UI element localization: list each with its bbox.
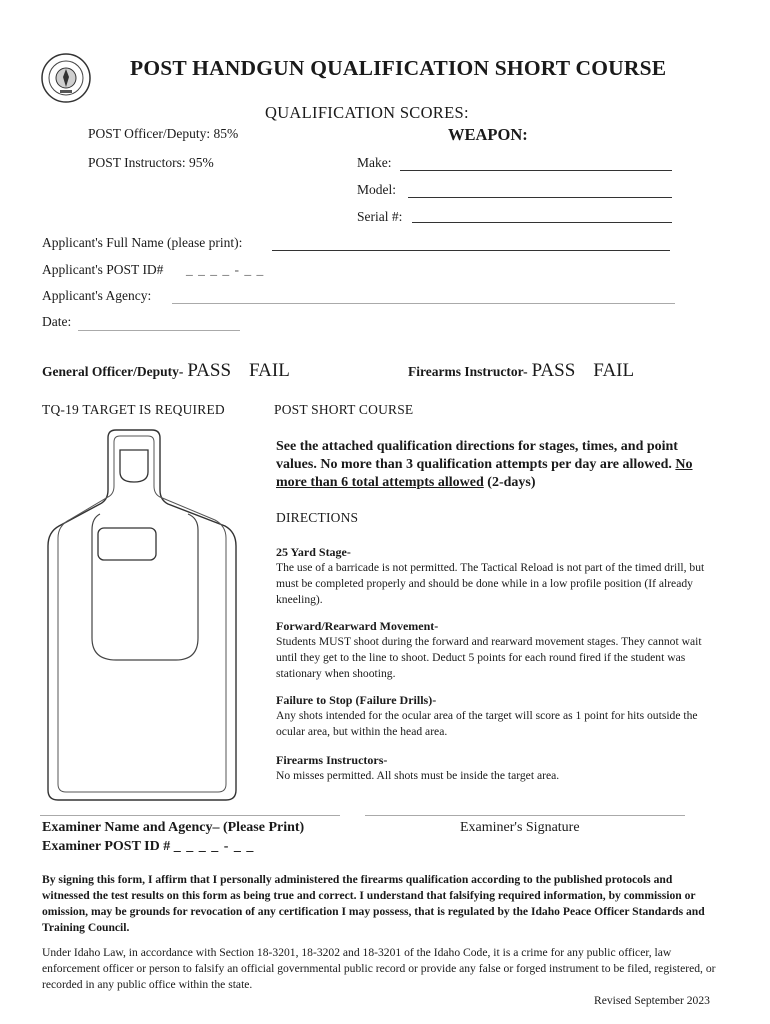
attempts-notice [276, 438, 706, 492]
direction-text: No misses permitted. All shots must be inside the target area. [276, 769, 560, 782]
applicant-post-id-field[interactable]: _ _ _ _ - _ _ [186, 262, 265, 277]
qualification-scores-heading: QUALIFICATION SCORES: [265, 103, 469, 122]
tq19-target-icon [40, 428, 255, 808]
revision-date: Revised September 2023 [594, 994, 710, 1007]
applicant-agency-field[interactable] [172, 303, 675, 304]
direction-section [276, 692, 721, 740]
direction-text: The use of a barricade is not permitted. The Tactical Reload is not part of the timed drill, but must be completed properly and should be done while in a low profile position (If already kneeling). [276, 561, 705, 606]
direction-heading: Failure to Stop (Failure Drills)- [276, 693, 437, 707]
applicant-name-field[interactable] [272, 250, 670, 251]
attempts-text-2: (2-days) [483, 475, 536, 490]
model-label: Model: [357, 182, 396, 197]
officer-score: POST Officer/Deputy: 85% [88, 126, 239, 141]
direction-section [276, 544, 721, 608]
attempts-text-1: See the attached qualification directions for stages, times, and point values. No more than 3 qualification attempts per day are allowed. [276, 439, 678, 472]
examiner-signature-field[interactable] [365, 815, 685, 816]
certification-statement: By signing this form, I affirm that I personally administered the firearms qualification according to the published protocols and witnessed the test results on this form as being true and correct. I understand that falsifying required information, by commission or omission, may be grounds for revocation of any certification I may possess, that is regulated by the Idaho Peace Officer Standards and Training Council. [42, 873, 705, 934]
instructor-score: POST Instructors: 95% [88, 155, 214, 170]
direction-text: Students MUST shoot during the forward and rearward movement stages. They cannot wait until they get to the line to shoot. Deduct 5 points for each round fired if the student was stationary when shooting. [276, 635, 702, 680]
instructor-pass[interactable]: PASS [531, 360, 576, 381]
model-field[interactable] [408, 197, 672, 198]
general-officer-result [42, 360, 290, 382]
applicant-post-id-label: Applicant's POST ID# [42, 262, 164, 277]
general-fail[interactable]: FAIL [249, 360, 290, 381]
serial-field[interactable] [412, 222, 672, 223]
applicant-name-label: Applicant's Full Name (please print): [42, 235, 243, 250]
instructor-fail[interactable]: FAIL [593, 360, 635, 381]
serial-label: Serial #: [357, 209, 403, 224]
direction-heading: Forward/Rearward Movement- [276, 619, 439, 633]
examiner-post-id-label: Examiner POST ID # [42, 839, 171, 854]
examiner-name-label: Examiner Name and Agency– (Please Print) [42, 820, 305, 835]
course-heading: POST SHORT COURSE [274, 402, 414, 417]
general-pass[interactable]: PASS [187, 360, 232, 381]
directions-heading: DIRECTIONS [276, 510, 359, 525]
target-required-label: TQ-19 TARGET IS REQUIRED [42, 402, 225, 417]
make-label: Make: [357, 155, 392, 170]
date-label: Date: [42, 314, 72, 329]
examiner-signature-label: Examiner's Signature [460, 820, 580, 835]
direction-section [276, 618, 721, 682]
idaho-law-notice: Under Idaho Law, in accordance with Section 18-3201, 18-3202 and 18-3201 of the Idaho Code, it is a crime for any public officer, law enforcement officer or person to falsify an official governmental public record or provide any false or forged instrument to be filed, registered, or recorded in any public office within the state. [42, 946, 716, 991]
firearms-instructor-result [408, 360, 634, 382]
direction-heading: 25 Yard Stage- [276, 545, 351, 559]
examiner-name-field[interactable] [40, 815, 340, 816]
instructor-label: Firearms Instructor- [408, 364, 528, 379]
direction-heading: Firearms Instructors- [276, 753, 388, 767]
post-seal-logo [40, 52, 92, 104]
examiner-post-id-field[interactable]: _ _ _ _ - _ _ [173, 839, 255, 854]
applicant-agency-label: Applicant's Agency: [42, 288, 152, 303]
date-field[interactable] [78, 330, 240, 331]
direction-text: Any shots intended for the ocular area of the target will score as 1 point for hits outside the ocular area, but within the head area. [276, 709, 698, 738]
page-title: POST HANDGUN QUALIFICATION SHORT COURSE [130, 56, 667, 80]
examiner-post-id [42, 839, 254, 855]
direction-section [276, 752, 721, 784]
attempts-text-underlined: No more than 6 total attempts allowed [276, 457, 693, 490]
general-officer-label: General Officer/Deputy- [42, 364, 184, 379]
make-field[interactable] [400, 170, 672, 171]
weapon-heading: WEAPON: [448, 125, 528, 144]
